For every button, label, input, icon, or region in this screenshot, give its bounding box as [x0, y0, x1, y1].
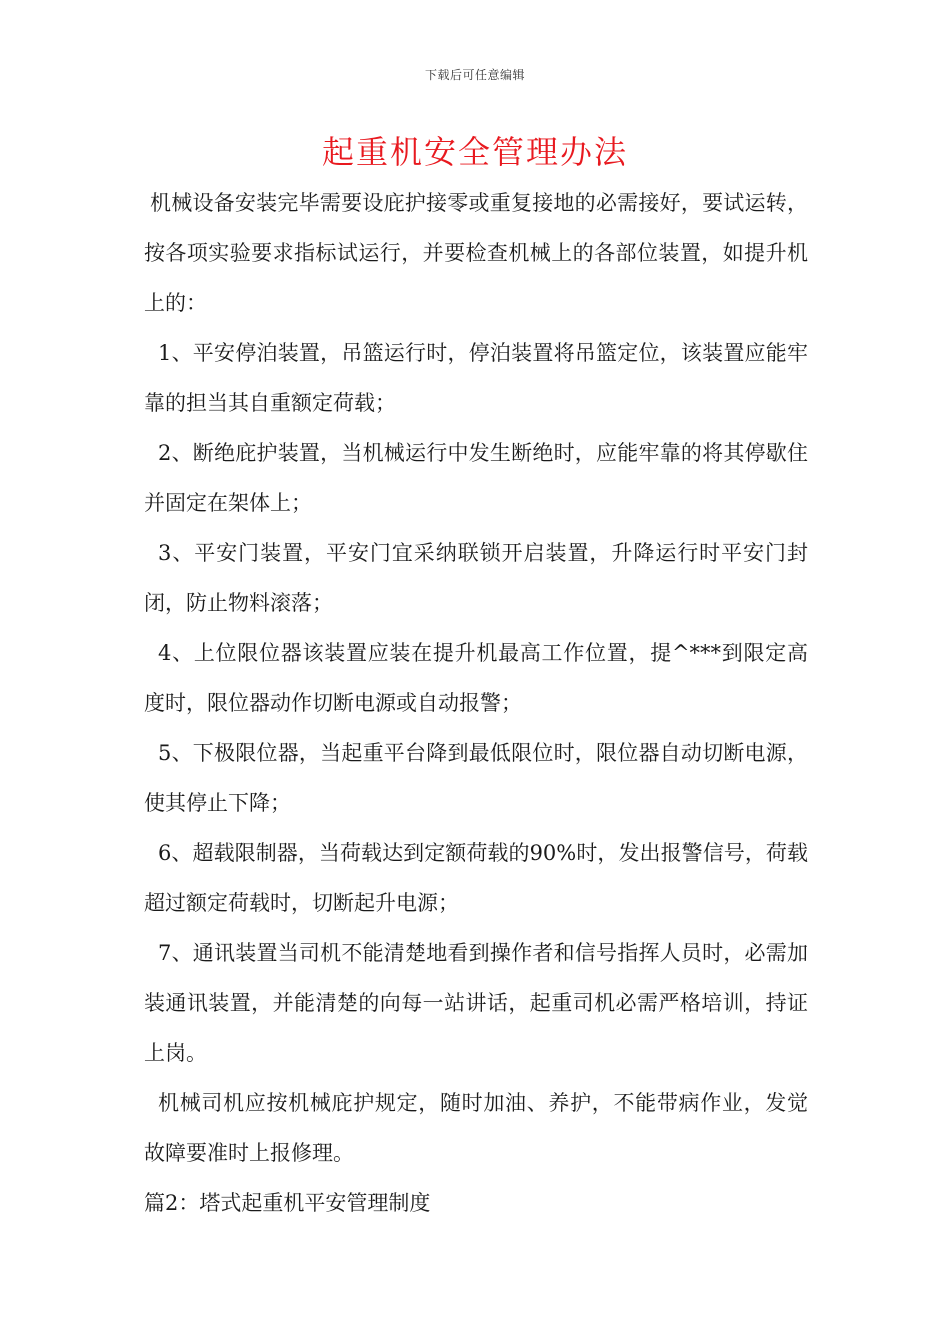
intro-paragraph: 机械设备安装完毕需要设庇护接零或重复接地的必需接好，要试运转，按各项实验要求指标试运行，并要检查机械上的各部位装置，如提升机上的：	[144, 191, 808, 315]
list-item: 3、平安门装置，平安门宜采纳联锁开启装置，升降运行时平安门封闭，防止物料滚落；	[144, 541, 808, 615]
closing-paragraph: 机械司机应按机械庇护规定，随时加油、养护，不能带病作业，发觉故障要准时上报修理。	[144, 1091, 808, 1165]
list-item: 5、下极限位器，当起重平台降到最低限位时，限位器自动切断电源，使其停止下降；	[144, 741, 808, 815]
document-title: 起重机安全管理办法	[321, 133, 628, 171]
list-item: 4、上位限位器该装置应装在提升机最高工作位置，提^***到限定高度时，限位器动作切断电源或自动报警；	[144, 641, 808, 715]
list-item: 2、断绝庇护装置，当机械运行中发生断绝时，应能牢靠的将其停歇住并固定在架体上；	[144, 441, 808, 515]
section-heading: 篇2：塔式起重机平安管理制度	[144, 1191, 431, 1215]
document-body	[144, 178, 808, 1228]
list-item: 1、平安停泊装置，吊篮运行时，停泊装置将吊篮定位，该装置应能牢靠的担当其自重额定荷载；	[144, 341, 808, 415]
header-note: 下载后可任意编辑	[424, 68, 525, 82]
list-item: 7、通讯装置当司机不能清楚地看到操作者和信号指挥人员时，必需加装通讯装置，并能清楚的向每一站讲话，起重司机必需严格培训，持证上岗。	[144, 941, 808, 1065]
list-item: 6、超载限制器，当荷载达到定额荷载的90%时，发出报警信号，荷载超过额定荷载时，切断起升电源；	[144, 841, 808, 915]
